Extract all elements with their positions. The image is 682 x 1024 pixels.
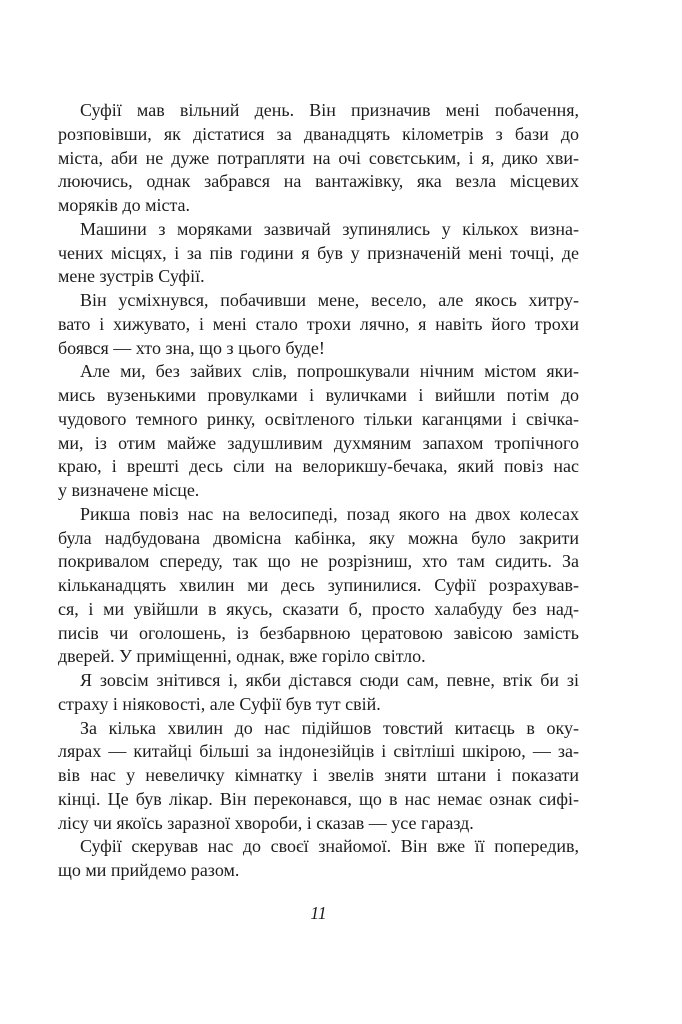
text-line: моряків до міста. [58, 195, 191, 215]
text-block [58, 99, 579, 883]
text-line: лярах — китайці більші за індонезійців і світліші шкірою, — за- [58, 741, 579, 762]
text-line: розповівши, як дістатися за дванадцять кілометрів з бази до [58, 123, 579, 144]
text-line: Суфії мав вільний день. Він призначив мені побачення, [80, 100, 579, 120]
text-line: мись вузенькими провулками і вуличками і вийшли потім до [58, 385, 579, 405]
text-line: міста, аби не дуже потрапляти на очі совєтським, і я, дико хви- [58, 147, 579, 168]
text-line: дверей. У приміщенні, однак, вже горіло світло. [58, 646, 426, 667]
text-line: краю, і врешті десь сіли на велорикшу-бечака, який повіз нас [58, 456, 579, 477]
text-line: покривалом спереду, так що не розрізниш, хто там сидить. За [58, 551, 579, 572]
text-line: кінці. Це був лікар. Він переконався, що в нас немає ознак сифі- [58, 788, 579, 809]
paragraph [58, 218, 579, 289]
paragraph [58, 503, 579, 669]
text-line: ся, і ми увійшли в якусь, сказати б, просто халабуду без над- [58, 598, 579, 619]
text-line: Я зовсім знітився і, якби дістався сюди сам, певне, втік би зі [80, 670, 579, 690]
paragraph [58, 360, 579, 503]
text-line: що ми прийдемо разом. [58, 860, 240, 880]
text-line: кільканадцять хвилин ми десь зупинилися. Суфії розрахував- [58, 575, 579, 595]
text-line: чених місцях, і за пів години я був у призначеній мені точці, де [58, 242, 579, 263]
text-line: За кілька хвилин до нас підійшов товстий китаєць в оку- [80, 717, 579, 738]
text-line: люючись, однак забрався на вантажівку, яка везла місцевих [58, 171, 579, 192]
text-line: Суфії скерував нас до своєї знайомої. Він вже її попередив, [80, 836, 579, 857]
text-line: Машини з моряками зазвичай зупинялись у кількох визна- [80, 218, 579, 239]
text-line: у визначене місце. [58, 480, 200, 500]
paragraph [58, 289, 579, 360]
text-line: страху і ніяковості, але Суфії був тут свій. [58, 693, 381, 714]
text-line: чудового темного ринку, освітленого тільки каганцями і свічка- [58, 408, 579, 429]
paragraph [58, 669, 579, 717]
paragraph [58, 717, 579, 836]
page-number: 11 [310, 903, 327, 923]
text-line: Але ми, без зайвих слів, попрошкували нічним містом яки- [80, 361, 579, 382]
text-line: ми, із отим майже задушливим духмяним запахом тропічного [58, 432, 579, 453]
text-line: мене зустрів Суфії. [58, 266, 205, 287]
paragraph [58, 835, 579, 883]
text-line: була надбудована двомісна кабінка, яку можна було закрити [58, 527, 579, 548]
text-line: боявся — хто зна, що з цього буде! [58, 337, 325, 358]
paragraph [58, 99, 579, 218]
text-line: вів нас у невеличку кімнатку і звелів зняти штани і показати [58, 765, 579, 785]
text-line: лісу чи якоїсь заразної хвороби, і сказав — усе гаразд. [58, 812, 474, 833]
text-line: Рикша повіз нас на велосипеді, позад якого на двох колесах [80, 503, 579, 524]
text-line: писів чи оголошень, із безбарвною цератовою завісою замість [58, 622, 579, 643]
text-line: вато і хижувато, і мені стало трохи лячно, я навіть його трохи [58, 313, 579, 334]
text-line: Він усміхнувся, побачивши мене, весело, але якось хитру- [80, 290, 579, 310]
